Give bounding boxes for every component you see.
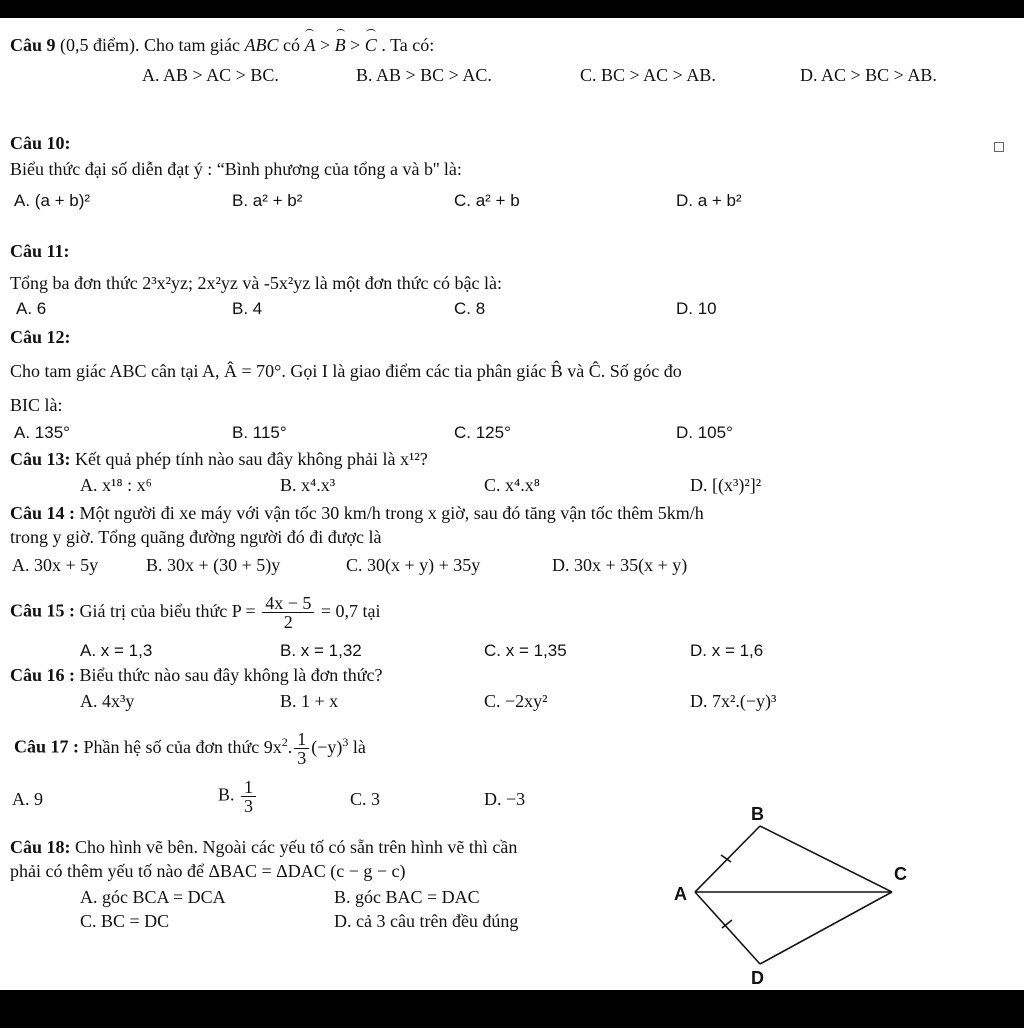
q10-stem: Biểu thức đại số diễn đạt ý : “Bình phương của tổng a và b'' là: (10, 159, 462, 179)
q16-option-b[interactable]: B. 1 + x (280, 691, 339, 711)
vertex-label-c: C (894, 864, 907, 884)
q16-option-c[interactable]: C. −2xy² (484, 691, 548, 711)
q12-stem-line2: BIC là: (10, 395, 63, 415)
q11-stem: Tổng ba đơn thức 2³x²yz; 2x²yz và -5x²yz là một đơn thức có bậc là: (10, 273, 503, 293)
q18-option-c[interactable]: C. BC = DC (80, 911, 170, 931)
q12-label: Câu 12: (10, 327, 71, 347)
q12-option-d[interactable]: D. 105° (676, 423, 733, 442)
q9-stem: (0,5 điểm). Cho tam giác ABC có A > B > C . Ta có: (60, 35, 435, 55)
exam-sheet (0, 18, 1024, 990)
q18-option-d[interactable]: D. cả 3 câu trên đều đúng (334, 911, 519, 931)
q10-option-b[interactable]: B. a² + b² (232, 191, 303, 210)
q17-option-a[interactable]: A. 9 (12, 789, 43, 809)
q15-option-a[interactable]: A. x = 1,3 (80, 641, 153, 660)
q13-label: Câu 13: (10, 449, 71, 469)
q9-option-b[interactable]: B. AB > BC > AC. (356, 65, 492, 85)
q16-option-a[interactable]: A. 4x³y (80, 691, 135, 711)
q16-label: Câu 16 : (10, 665, 76, 685)
question-13 (10, 448, 428, 470)
question-18 (10, 836, 517, 858)
q14-label: Câu 14 : (10, 503, 76, 523)
question-14 (10, 502, 704, 524)
q12-option-c[interactable]: C. 125° (454, 423, 511, 442)
q15-label: Câu 15 : (10, 600, 76, 621)
q14-option-a[interactable]: A. 30x + 5y (12, 555, 99, 575)
q18-stem-line2: phải có thêm yếu tố nào để ΔBAC = ΔDAC (c − g − c) (10, 861, 406, 881)
q18-option-a[interactable]: A. góc BCA = DCA (80, 887, 226, 907)
q18-label: Câu 18: (10, 837, 71, 857)
segment-ad (695, 892, 760, 964)
q18-option-b[interactable]: B. góc BAC = DAC (334, 887, 480, 907)
q15-option-c[interactable]: C. x = 1,35 (484, 641, 567, 660)
q14-option-d[interactable]: D. 30x + 35(x + y) (552, 555, 688, 575)
q14-option-c[interactable]: C. 30(x + y) + 35y (346, 555, 481, 575)
vertex-label-b: B (751, 804, 764, 824)
q17-option-d[interactable]: D. −3 (484, 789, 526, 809)
vertex-label-d: D (751, 968, 764, 988)
q15-option-d[interactable]: D. x = 1,6 (690, 641, 764, 660)
q9-option-c[interactable]: C. BC > AC > AB. (580, 65, 716, 85)
q13-stem: Kết quả phép tính nào sau đây không phải là x¹²? (75, 449, 428, 469)
q13-option-b[interactable]: B. x⁴.x³ (280, 475, 336, 495)
question-9 (10, 34, 434, 56)
segment-dc (760, 892, 892, 964)
q13-option-a[interactable]: A. x¹⁸ : x⁶ (80, 475, 152, 495)
q10-label: Câu 10: (10, 133, 71, 153)
q13-option-c[interactable]: C. x⁴.x⁸ (484, 475, 541, 495)
q15-stem: Giá trị của biểu thức P = $\frac{4x - 5}{2}$ = 0,7 tại (79, 593, 381, 632)
q16-stem: Biểu thức nào sau đây không là đơn thức? (79, 665, 383, 685)
q11-option-a[interactable]: A. 6 (16, 299, 47, 318)
q14-stem: Một người đi xe máy với vận tốc 30 km/h trong x giờ, sau đó tăng vận tốc thêm 5km/h (79, 503, 704, 523)
question-15 (10, 594, 381, 631)
checkbox-icon (994, 142, 1004, 152)
vertex-label-a: A (674, 884, 687, 904)
q10-option-a[interactable]: A. (a + b)² (14, 191, 91, 210)
q11-label: Câu 11: (10, 241, 70, 261)
q18-stem: Cho hình vẽ bên. Ngoài các yếu tố có sẵn trên hình vẽ thì cần (75, 837, 518, 857)
q10-option-d[interactable]: D. a + b² (676, 191, 742, 210)
segment-bc (760, 826, 892, 892)
q12-option-b[interactable]: B. 115° (232, 423, 287, 442)
q16-option-d[interactable]: D. 7x².(−y)³ (690, 691, 777, 711)
q11-option-c[interactable]: C. 8 (454, 299, 486, 318)
question-17 (14, 730, 366, 767)
q17-option-c[interactable]: C. 3 (350, 789, 381, 809)
quadrilateral-figure (660, 796, 930, 988)
q17-label: Câu 17 : (14, 736, 80, 757)
q9-option-d[interactable]: D. AC > BC > AB. (800, 65, 937, 85)
q11-option-d[interactable]: D. 10 (676, 299, 717, 318)
q14-option-b[interactable]: B. 30x + (30 + 5)y (146, 555, 281, 575)
q15-option-b[interactable]: B. x = 1,32 (280, 641, 362, 660)
q12-stem: Cho tam giác ABC cân tại A, Â = 70°. Gọi I là giao điểm các tia phân giác B̂ và Ĉ. Số góc đo (10, 361, 682, 381)
question-16 (10, 664, 382, 686)
q17-stem: Phần hệ số của đơn thức $9x^2$. $\frac{1}{3}$ $(-y)^3$ là (83, 729, 366, 768)
q9-option-a[interactable]: A. AB > AC > BC. (142, 65, 279, 85)
q17-option-b[interactable]: B. $\frac{1}{3}$ (218, 778, 258, 815)
q10-option-c[interactable]: C. a² + b (454, 191, 520, 210)
q12-option-a[interactable]: A. 135° (14, 423, 70, 442)
q13-option-d[interactable]: D. [(x³)²]² (690, 475, 762, 495)
q11-option-b[interactable]: B. 4 (232, 299, 263, 318)
q9-label: Câu 9 (10, 35, 56, 55)
q14-stem-line2: trong y giờ. Tổng quãng đường người đó đi được là (10, 527, 382, 547)
